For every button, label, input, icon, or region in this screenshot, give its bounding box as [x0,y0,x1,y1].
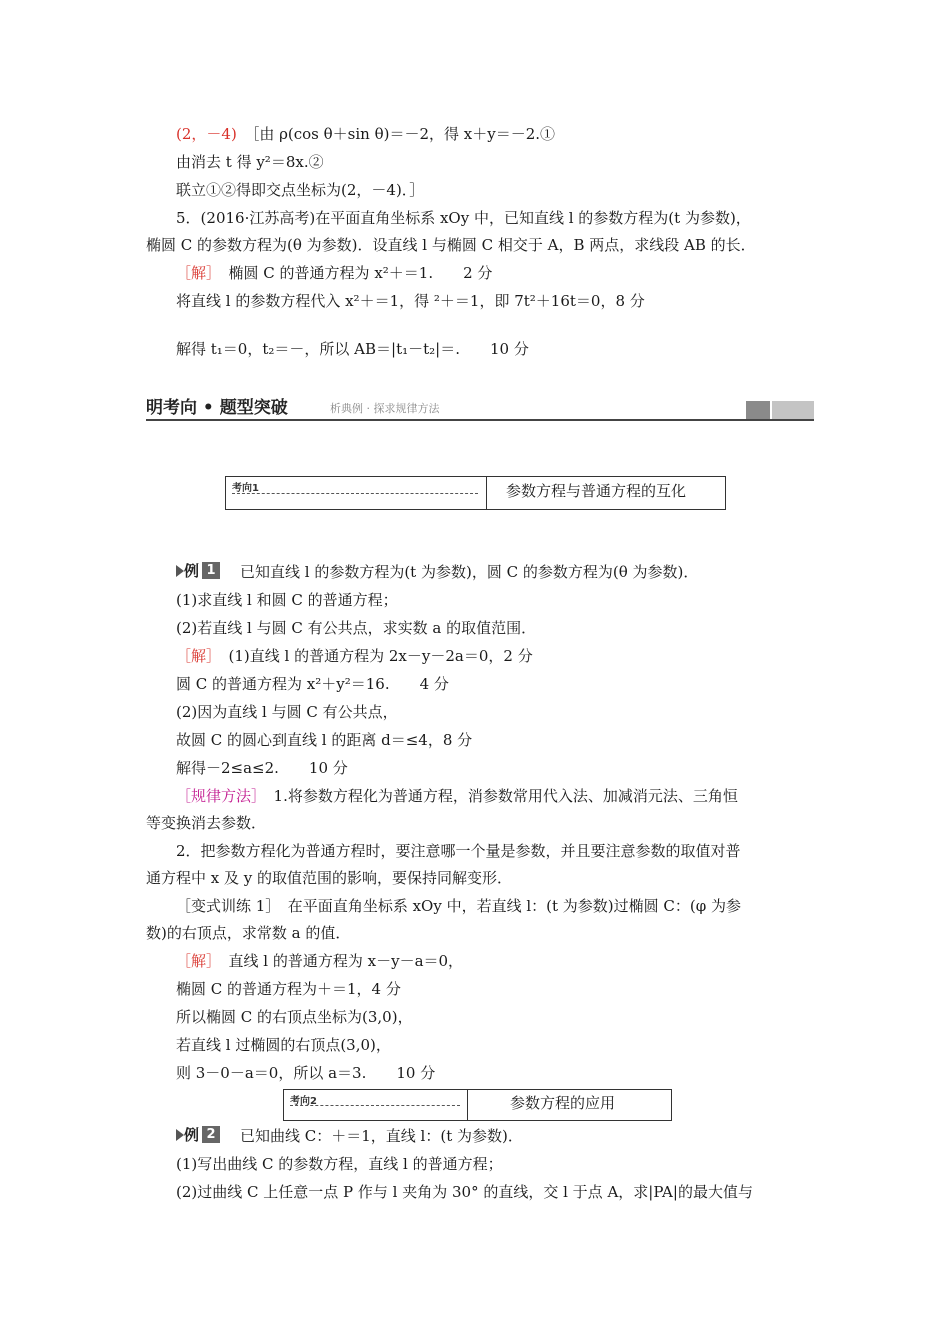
solution-line: ［解］ (1)直线 l 的普通方程为 2x－y－2a＝0，2 分 [176,647,533,665]
answer-line-1 [176,124,555,144]
text-line: 由消去 t 得 y²＝8x.② [176,153,324,171]
text-line: 2．把参数方程化为普通方程时，要注意哪一个量是参数，并且要注意参数的取值对普 [176,842,741,860]
topic-label: 考向2 [290,1096,317,1107]
triangle-icon [176,565,184,577]
text-line: 故圆 C 的圆心到直线 l 的距离 d＝≤4，8 分 [176,731,473,749]
text-line: 若直线 l 过椭圆的右顶点(3,0)， [176,1036,391,1054]
text-line: 则 3－0－a＝0，所以 a＝3. 10 分 [176,1064,436,1082]
text-line: 解得 t₁＝0，t₂＝－，所以 AB＝|t₁－t₂|＝. 10 分 [176,340,529,358]
dashed-line [232,493,478,494]
solution-line: ［解］ 椭圆 C 的普通方程为 x²＋＝1. 2 分 [176,264,493,282]
method-line-1: ［规律方法］ 1.将参数方程化为普通方程，消参数常用代入法、加减消元法、三角恒 [176,787,738,805]
text-line: 解得－2≤a≤2. 10 分 [176,759,348,777]
text-line: (2)因为直线 l 与圆 C 有公共点， [176,703,398,721]
section-rule [146,419,814,421]
solution-tag: ［解］ [176,264,214,282]
topic-title: 参数方程的应用 [510,1094,616,1112]
example-subquestion: (2)过曲线 C 上任意一点 P 作与 l 夹角为 30° 的直线，交 l 于点 A，求|PA|的最大值与 [176,1183,753,1201]
example-badge: 例 2 [176,1125,222,1145]
example-question: 已知曲线 C：＋＝1，直线 l：(t 为参数)． [240,1127,523,1145]
solution-tag: ［解］ [176,952,214,970]
problem-5-line-2: 椭圆 C 的参数方程为(θ 为参数)．设直线 l 与椭圆 C 相交于 A，B 两点，求线段 AB 的长． [146,236,756,254]
example-question: 已知直线 l 的参数方程为(t 为参数)，圆 C 的参数方程为(θ 为参数)． [240,563,699,581]
topic-box-1 [225,476,726,510]
text-line: 通方程中 x 及 y 的取值范围的影响，要保持同解变形． [146,869,513,887]
section-decor-block-dark [746,401,770,419]
topic-divider [467,1090,468,1120]
topic-title: 参数方程与普通方程的互化 [506,482,687,500]
answer-value: (2，－4) [176,125,237,143]
method-tag: ［规律方法］ [176,787,259,805]
section-title: 明考向 • 题型突破 [146,398,288,418]
solution-line: ［解］ 直线 l 的普通方程为 x－y－a＝0， [176,952,464,970]
answer-explanation: ［由 ρ(cos θ＋sin θ)＝－2，得 x＋y＝－2.① [251,125,556,143]
variant-question-line-2: 数)的右顶点，求常数 a 的值． [146,924,351,942]
section-decor-block-light [772,401,814,419]
solution-tag: ［解］ [176,647,214,665]
dashed-line [290,1105,460,1106]
example-badge: 例 1 [176,561,222,581]
section-subtitle: 析典例 · 探求规律方法 [330,402,440,415]
text-line: 圆 C 的普通方程为 x²＋y²＝16. 4 分 [176,675,449,693]
topic-box-2 [283,1089,672,1121]
triangle-icon [176,1129,184,1141]
variant-question-line-1: ［变式训练 1］ 在平面直角坐标系 xOy 中，若直线 l：(t 为参数)过椭圆 C：(φ 为参 [176,897,742,915]
text-line: 联立①②得即交点坐标为(2，－4)．］ [176,181,425,199]
text-line: 将直线 l 的参数方程代入 x²＋＝1，得 ²＋＝1，即 7t²＋16t＝0，8 分 [176,292,645,310]
topic-label: 考向1 [232,483,259,494]
text-line: 椭圆 C 的普通方程为＋＝1，4 分 [176,980,401,998]
example-subquestion: (1)求直线 l 和圆 C 的普通方程； [176,591,398,609]
topic-divider [486,477,487,509]
text-line: 等变换消去参数． [146,814,267,832]
text-line: 所以椭圆 C 的右顶点坐标为(3,0)， [176,1008,413,1026]
problem-5-line-1: 5．(2016·江苏高考)在平面直角坐标系 xOy 中，已知直线 l 的参数方程为(t 为参数)， [176,209,751,227]
example-subquestion: (2)若直线 l 与圆 C 有公共点，求实数 a 的取值范围． [176,619,537,637]
example-subquestion: (1)写出曲线 C 的参数方程，直线 l 的普通方程； [176,1155,503,1173]
section-header [146,397,814,421]
